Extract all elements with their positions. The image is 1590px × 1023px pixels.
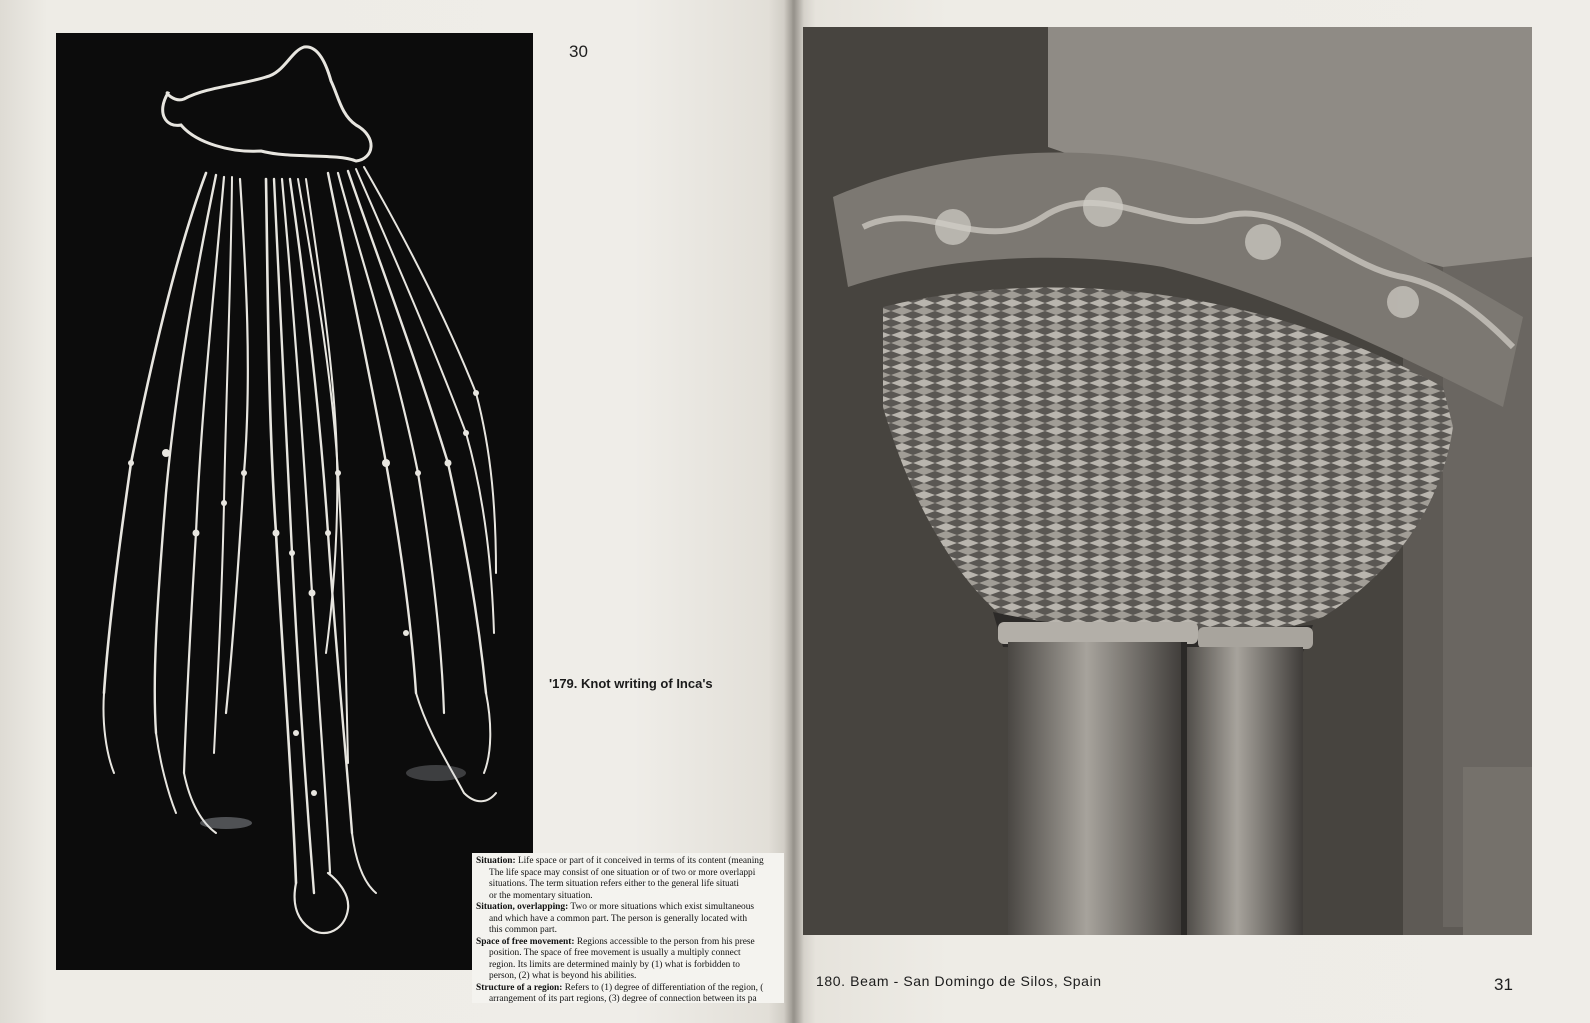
glossary-line — [476, 960, 784, 972]
quipu-illustration — [56, 33, 533, 970]
glossary-text: region. Its limits are determined mainly by (1) what is forbidden to — [489, 959, 740, 970]
glossary-line — [476, 971, 784, 983]
glossary-text: or the momentary situation. — [489, 890, 593, 901]
capital-photo — [803, 27, 1532, 935]
glossary-line — [476, 914, 784, 926]
glossary-term: Situation: — [476, 856, 516, 866]
glossary-entry — [476, 902, 784, 914]
glossary-text: position. The space of free movement is usually a multiply connect — [489, 948, 741, 958]
glossary-entry — [476, 937, 784, 949]
glossary-line — [476, 948, 784, 960]
glossary-text: situations. The term situation refers either to the general life situati — [489, 879, 740, 889]
glossary-line — [476, 879, 784, 891]
page-number-left: 30 — [569, 42, 588, 61]
glossary-line — [476, 891, 784, 903]
quipu-photo — [56, 33, 533, 970]
glossary-entry — [476, 983, 784, 995]
glossary-term: Space of free movement: — [476, 936, 575, 947]
glossary-term: Situation, overlapping: — [476, 902, 569, 912]
glossary-text: Two or more situations which exist simultaneous — [568, 902, 755, 912]
glossary-text: Refers to (1) degree of differentiation of the region, ( — [562, 982, 764, 993]
glossary-text: Life space or part of it conceived in terms of its content (meaning — [515, 856, 764, 866]
page-number-right: 31 — [1494, 975, 1513, 994]
glossary-text: this common part. — [489, 925, 557, 935]
glossary-text: and which have a common part. The person is generally located with — [489, 913, 748, 924]
glossary-excerpt — [472, 853, 784, 1003]
figure-caption-179: '179. Knot writing of Inca's — [549, 676, 713, 691]
glossary-entry — [476, 856, 784, 868]
glossary-text: person, (2) what is beyond his abilities. — [489, 971, 637, 981]
glossary-text: arrangement of its part regions, (3) degree of connection between its pa — [489, 994, 757, 1003]
glossary-line — [476, 868, 784, 880]
glossary-term: Structure of a region: — [476, 982, 563, 993]
stone-capital-illustration — [803, 27, 1532, 935]
glossary-text: Regions accessible to the person from his prese — [574, 936, 755, 947]
glossary-text: The life space may consist of one situation or of two or more overlappi — [489, 867, 756, 878]
book-gutter — [784, 0, 804, 1023]
figure-caption-180: 180. Beam - San Domingo de Silos, Spain — [816, 973, 1102, 989]
glossary-line — [476, 925, 784, 937]
glossary-line — [476, 994, 784, 1003]
